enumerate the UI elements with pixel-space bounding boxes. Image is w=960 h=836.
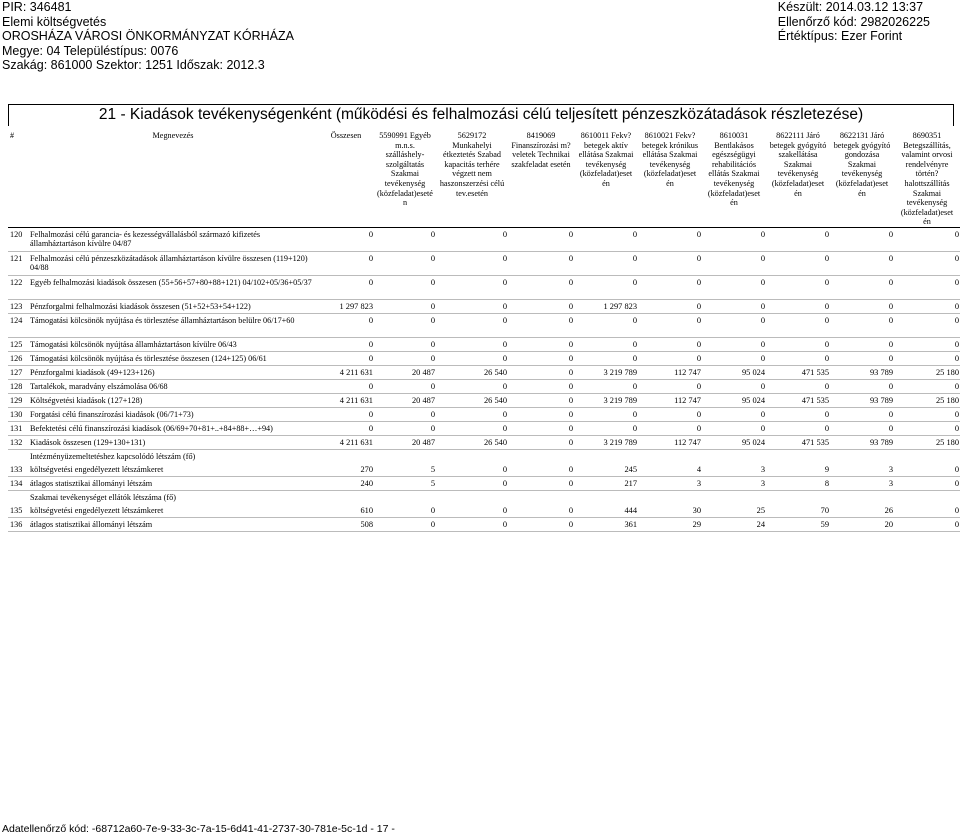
value-cell: 0 (374, 251, 436, 275)
total-cell: 508 (318, 517, 374, 531)
value-cell: 5 (374, 463, 436, 477)
value-cell: 93 789 (830, 435, 894, 449)
value-cell: 29 (638, 517, 702, 531)
value-cell: 0 (894, 504, 960, 518)
table-body (8, 227, 960, 531)
value-cell: 112 747 (638, 435, 702, 449)
value-cell: 0 (508, 379, 574, 393)
value-cell: 0 (894, 407, 960, 421)
value-cell: 0 (508, 517, 574, 531)
check-code-line: Ellenőrző kód: 2982026225 (777, 14, 930, 29)
value-cell: 0 (766, 421, 830, 435)
value-cell: 0 (830, 379, 894, 393)
value-cell: 25 180 (894, 435, 960, 449)
value-cell: 0 (436, 351, 508, 365)
value-cell: 245 (574, 463, 638, 477)
value-cell: 0 (508, 504, 574, 518)
row-number: 130 (8, 407, 28, 421)
value-cell: 0 (574, 407, 638, 421)
value-cell: 0 (374, 517, 436, 531)
table-row (8, 313, 960, 337)
col-header-value: 5629172 Munkahelyi étkeztetés Szabad kapacitás terhére végzett nem haszonszerzési célú tev.esetén (436, 125, 508, 227)
value-cell: 0 (574, 275, 638, 299)
value-cell: 0 (894, 313, 960, 337)
value-cell: 26 (830, 504, 894, 518)
value-cell: 0 (894, 463, 960, 477)
value-cell: 0 (638, 351, 702, 365)
total-cell: 0 (318, 379, 374, 393)
col-header-value: 8419069 Finanszírozási m?veletek Technikai szakfeladat esetén (508, 125, 574, 227)
table-row (8, 407, 960, 421)
value-cell: 0 (436, 517, 508, 531)
value-cell: 0 (508, 251, 574, 275)
row-label: Kiadások összesen (129+130+131) (28, 435, 318, 449)
value-cell: 0 (894, 421, 960, 435)
value-cell: 0 (766, 379, 830, 393)
value-cell: 0 (574, 337, 638, 351)
row-label: Támogatási kölcsönök nyújtása államháztartáson kívülre 06/43 (28, 337, 318, 351)
value-cell: 0 (508, 365, 574, 379)
value-cell: 444 (574, 504, 638, 518)
value-cell: 112 747 (638, 393, 702, 407)
value-cell: 25 180 (894, 365, 960, 379)
table-row (8, 463, 960, 477)
value-cell: 0 (702, 337, 766, 351)
value-cell: 0 (894, 476, 960, 490)
table-header-row (8, 125, 960, 227)
col-header-value: 5590991 Egyéb m.n.s. szálláshely-szolgáltatás Szakmai tevékenység (közfeladat)eseté n (374, 125, 436, 227)
value-cell: 0 (574, 313, 638, 337)
table-row (8, 227, 960, 251)
total-cell: 0 (318, 351, 374, 365)
value-cell: 0 (374, 275, 436, 299)
value-cell: 0 (894, 227, 960, 251)
value-cell: 0 (830, 351, 894, 365)
row-label: Forgatási célú finanszírozási kiadások (06/71+73) (28, 407, 318, 421)
value-type-line: Értéktípus: Ezer Forint (777, 29, 903, 44)
total-cell: 1 297 823 (318, 299, 374, 313)
table-row (8, 504, 960, 518)
value-cell: 0 (436, 337, 508, 351)
section-row (8, 490, 960, 504)
row-number: 133 (8, 463, 28, 477)
col-header-name: Megnevezés (28, 125, 318, 227)
value-cell: 0 (702, 275, 766, 299)
value-cell: 112 747 (638, 365, 702, 379)
row-label: Költségvetési kiadások (127+128) (28, 393, 318, 407)
value-cell: 0 (508, 435, 574, 449)
row-number: 122 (8, 275, 28, 299)
row-label: átlagos statisztikai állományi létszám (28, 517, 318, 531)
value-cell: 0 (638, 313, 702, 337)
value-cell: 1 297 823 (574, 299, 638, 313)
value-cell: 0 (374, 351, 436, 365)
table-row (8, 476, 960, 490)
value-cell: 0 (508, 313, 574, 337)
value-cell: 0 (436, 421, 508, 435)
section-label: Szakmai tevékenységet ellátók létszáma (fő) (30, 492, 176, 502)
table-row (8, 421, 960, 435)
value-cell: 0 (638, 407, 702, 421)
section-row (8, 449, 960, 463)
row-number: 123 (8, 299, 28, 313)
total-cell: 4 211 631 (318, 393, 374, 407)
value-cell: 0 (374, 421, 436, 435)
value-cell: 0 (574, 227, 638, 251)
pir-line: PIR: 346481 (2, 0, 72, 14)
table-title: 21 - Kiadások tevékenységenként (működési és felhalmozási célú teljesített pénzeszközátadások részletezése) (98, 106, 864, 123)
value-cell: 3 (638, 476, 702, 490)
value-cell: 0 (830, 275, 894, 299)
row-number: 128 (8, 379, 28, 393)
value-cell: 0 (638, 379, 702, 393)
row-label: költségvetési engedélyezett létszámkeret (28, 463, 318, 477)
value-cell: 0 (508, 299, 574, 313)
value-cell: 26 540 (436, 435, 508, 449)
col-header-value: 8610011 Fekv?betegek aktív ellátása Szakmai tevékenység (közfeladat)eset én (574, 125, 638, 227)
total-cell: 0 (318, 251, 374, 275)
value-cell: 93 789 (830, 393, 894, 407)
col-header-value: 8610021 Fekv?betegek krónikus ellátása Szakmai tevékenység (közfeladat)eset én (638, 125, 702, 227)
value-cell: 0 (766, 227, 830, 251)
col-header-value: Összesen (318, 125, 374, 227)
total-cell: 4 211 631 (318, 365, 374, 379)
title-box (8, 104, 954, 126)
value-cell: 0 (508, 476, 574, 490)
value-cell: 0 (702, 379, 766, 393)
value-cell: 3 (830, 476, 894, 490)
total-cell: 0 (318, 275, 374, 299)
value-cell: 0 (374, 299, 436, 313)
value-cell: 0 (702, 299, 766, 313)
value-cell: 0 (374, 313, 436, 337)
row-label: Felhalmozási célú garancia- és kezességvállalásból származó kifizetés államháztartáson kívülre 04/87 (28, 227, 318, 251)
col-header-value: 8622131 Járó betegek gyógyító gondozása Szakmai tevékenység (közfeladat)eset én (830, 125, 894, 227)
value-cell: 0 (436, 379, 508, 393)
col-header-value: 8622111 Járó betegek gyógyító szakellátása Szakmai tevékenység (közfeladat)eset én (766, 125, 830, 227)
value-cell: 20 487 (374, 393, 436, 407)
value-cell: 0 (702, 407, 766, 421)
report-header-right (778, 0, 930, 44)
total-cell: 0 (318, 227, 374, 251)
table-row (8, 393, 960, 407)
value-cell: 93 789 (830, 365, 894, 379)
value-cell: 0 (894, 251, 960, 275)
section-spacer (8, 490, 28, 504)
value-cell: 0 (894, 299, 960, 313)
col-header-value: 8690351 Betegszállítás, valamint orvosi rendelvényre történ? halottszállítás Szakmai tevékenység (közfeladat)eset én (894, 125, 960, 227)
row-number: 132 (8, 435, 28, 449)
value-cell: 30 (638, 504, 702, 518)
value-cell: 0 (436, 476, 508, 490)
section-label: Intézményüzemeltetéshez kapcsolódó létszám (fő) (30, 451, 196, 461)
value-cell: 0 (574, 421, 638, 435)
row-number: 125 (8, 337, 28, 351)
value-cell: 9 (766, 463, 830, 477)
value-cell: 0 (638, 275, 702, 299)
value-cell: 361 (574, 517, 638, 531)
value-cell: 26 540 (436, 393, 508, 407)
row-label: Pénzforgalmi kiadások (49+123+126) (28, 365, 318, 379)
value-cell: 217 (574, 476, 638, 490)
value-cell: 0 (508, 337, 574, 351)
value-cell: 0 (436, 275, 508, 299)
value-cell: 0 (830, 421, 894, 435)
value-cell: 3 219 789 (574, 393, 638, 407)
value-cell: 25 180 (894, 393, 960, 407)
value-cell: 0 (508, 227, 574, 251)
value-cell: 0 (374, 379, 436, 393)
value-cell: 0 (638, 337, 702, 351)
value-cell: 0 (702, 421, 766, 435)
total-cell: 0 (318, 407, 374, 421)
table-row (8, 275, 960, 299)
value-cell: 0 (436, 251, 508, 275)
value-cell: 0 (574, 351, 638, 365)
value-cell: 95 024 (702, 435, 766, 449)
county-line: Megye: 04 Településtípus: 0076 (2, 43, 179, 58)
total-cell: 610 (318, 504, 374, 518)
value-cell: 4 (638, 463, 702, 477)
value-cell: 0 (574, 251, 638, 275)
row-label: költségvetési engedélyezett létszámkeret (28, 504, 318, 518)
value-cell: 0 (638, 227, 702, 251)
row-label: Támogatási kölcsönök nyújtása és törlesztése államháztartáson belülre 06/17+60 (28, 313, 318, 337)
col-header-number: # (8, 125, 28, 227)
value-cell: 0 (436, 504, 508, 518)
value-cell: 25 (702, 504, 766, 518)
value-cell: 0 (766, 313, 830, 337)
total-cell: 270 (318, 463, 374, 477)
value-cell: 0 (702, 251, 766, 275)
table-row (8, 251, 960, 275)
created-line: Készült: 2014.03.12 13:37 (777, 0, 924, 14)
value-cell: 5 (374, 476, 436, 490)
expenditure-table (8, 125, 960, 532)
value-cell: 59 (766, 517, 830, 531)
value-cell: 0 (702, 351, 766, 365)
value-cell: 95 024 (702, 365, 766, 379)
value-cell: 0 (830, 227, 894, 251)
value-cell: 0 (436, 463, 508, 477)
value-cell: 0 (894, 275, 960, 299)
value-cell: 0 (436, 299, 508, 313)
value-cell: 0 (374, 337, 436, 351)
row-label: Tartalékok, maradvány elszámolása 06/68 (28, 379, 318, 393)
row-number: 120 (8, 227, 28, 251)
value-cell: 3 (830, 463, 894, 477)
table-row (8, 365, 960, 379)
value-cell: 0 (830, 313, 894, 337)
row-label: Pénzforgalmi felhalmozási kiadások összesen (51+52+53+54+122) (28, 299, 318, 313)
row-number: 121 (8, 251, 28, 275)
value-cell: 0 (894, 351, 960, 365)
sector-line: Szakág: 861000 Szektor: 1251 Időszak: 2012.3 (2, 58, 265, 73)
value-cell: 8 (766, 476, 830, 490)
table-row (8, 517, 960, 531)
row-label: Felhalmozási célú pénzeszközátadások államháztartáson kívülre összesen (119+120) 04/88 (28, 251, 318, 275)
value-cell: 20 487 (374, 435, 436, 449)
value-cell: 0 (766, 407, 830, 421)
value-cell: 0 (830, 299, 894, 313)
row-number: 135 (8, 504, 28, 518)
value-cell: 3 219 789 (574, 435, 638, 449)
value-cell: 0 (766, 251, 830, 275)
value-cell: 70 (766, 504, 830, 518)
value-cell: 0 (638, 421, 702, 435)
row-label: Támogatási kölcsönök nyújtása és törlesztése összesen (124+125) 06/61 (28, 351, 318, 365)
section-spacer (8, 449, 28, 463)
row-label: Befektetési célú finanszírozási kiadások (06/69+70+81+..+84+88+…+94) (28, 421, 318, 435)
value-cell: 26 540 (436, 365, 508, 379)
row-number: 129 (8, 393, 28, 407)
row-label: Egyéb felhalmozási kiadások összesen (55+56+57+80+88+121) 04/102+05/36+05/37 (28, 275, 318, 299)
value-cell: 3 219 789 (574, 365, 638, 379)
value-cell: 0 (766, 337, 830, 351)
value-cell: 0 (638, 299, 702, 313)
report-header-left (2, 0, 294, 73)
value-cell: 20 (830, 517, 894, 531)
total-cell: 0 (318, 337, 374, 351)
page-footer: Adatellenőrző kód: -68712a60-7e-9-33-3c-7a-15-6d41-41-2737-30-781e-5c-1d - 17 - (2, 823, 395, 835)
value-cell: 0 (436, 313, 508, 337)
table-row (8, 435, 960, 449)
institution-name: OROSHÁZA VÁROSI ÖNKORMÁNYZAT KÓRHÁZA (2, 29, 294, 44)
value-cell: 0 (830, 337, 894, 351)
total-cell: 0 (318, 313, 374, 337)
total-cell: 0 (318, 421, 374, 435)
value-cell: 0 (894, 517, 960, 531)
value-cell: 0 (508, 421, 574, 435)
value-cell: 3 (702, 476, 766, 490)
value-cell: 0 (574, 379, 638, 393)
value-cell: 24 (702, 517, 766, 531)
value-cell: 0 (508, 275, 574, 299)
total-cell: 240 (318, 476, 374, 490)
value-cell: 0 (830, 407, 894, 421)
value-cell: 3 (702, 463, 766, 477)
value-cell: 471 535 (766, 393, 830, 407)
value-cell: 0 (508, 463, 574, 477)
value-cell: 0 (894, 379, 960, 393)
value-cell: 471 535 (766, 365, 830, 379)
value-cell: 0 (766, 351, 830, 365)
col-header-value: 8610031 Bentlakásos egészségügyi rehabilitációs ellátás Szakmai tevékenység (közfeladat)eset én (702, 125, 766, 227)
row-number: 131 (8, 421, 28, 435)
value-cell: 0 (508, 393, 574, 407)
value-cell: 0 (374, 504, 436, 518)
value-cell: 0 (702, 313, 766, 337)
value-cell: 0 (508, 407, 574, 421)
value-cell: 0 (894, 337, 960, 351)
value-cell: 0 (508, 351, 574, 365)
value-cell: 0 (638, 251, 702, 275)
row-number: 136 (8, 517, 28, 531)
row-number: 127 (8, 365, 28, 379)
table-row (8, 379, 960, 393)
value-cell: 0 (766, 275, 830, 299)
row-number: 126 (8, 351, 28, 365)
value-cell: 0 (374, 227, 436, 251)
row-number: 124 (8, 313, 28, 337)
total-cell: 4 211 631 (318, 435, 374, 449)
value-cell: 20 487 (374, 365, 436, 379)
value-cell: 0 (374, 407, 436, 421)
value-cell: 0 (436, 407, 508, 421)
value-cell: 0 (436, 227, 508, 251)
value-cell: 471 535 (766, 435, 830, 449)
value-cell: 0 (766, 299, 830, 313)
value-cell: 0 (830, 251, 894, 275)
row-number: 134 (8, 476, 28, 490)
table-row (8, 351, 960, 365)
value-cell: 95 024 (702, 393, 766, 407)
document-type: Elemi költségvetés (2, 14, 107, 29)
row-label: átlagos statisztikai állományi létszám (28, 476, 318, 490)
value-cell: 0 (702, 227, 766, 251)
table-row (8, 337, 960, 351)
table-row (8, 299, 960, 313)
